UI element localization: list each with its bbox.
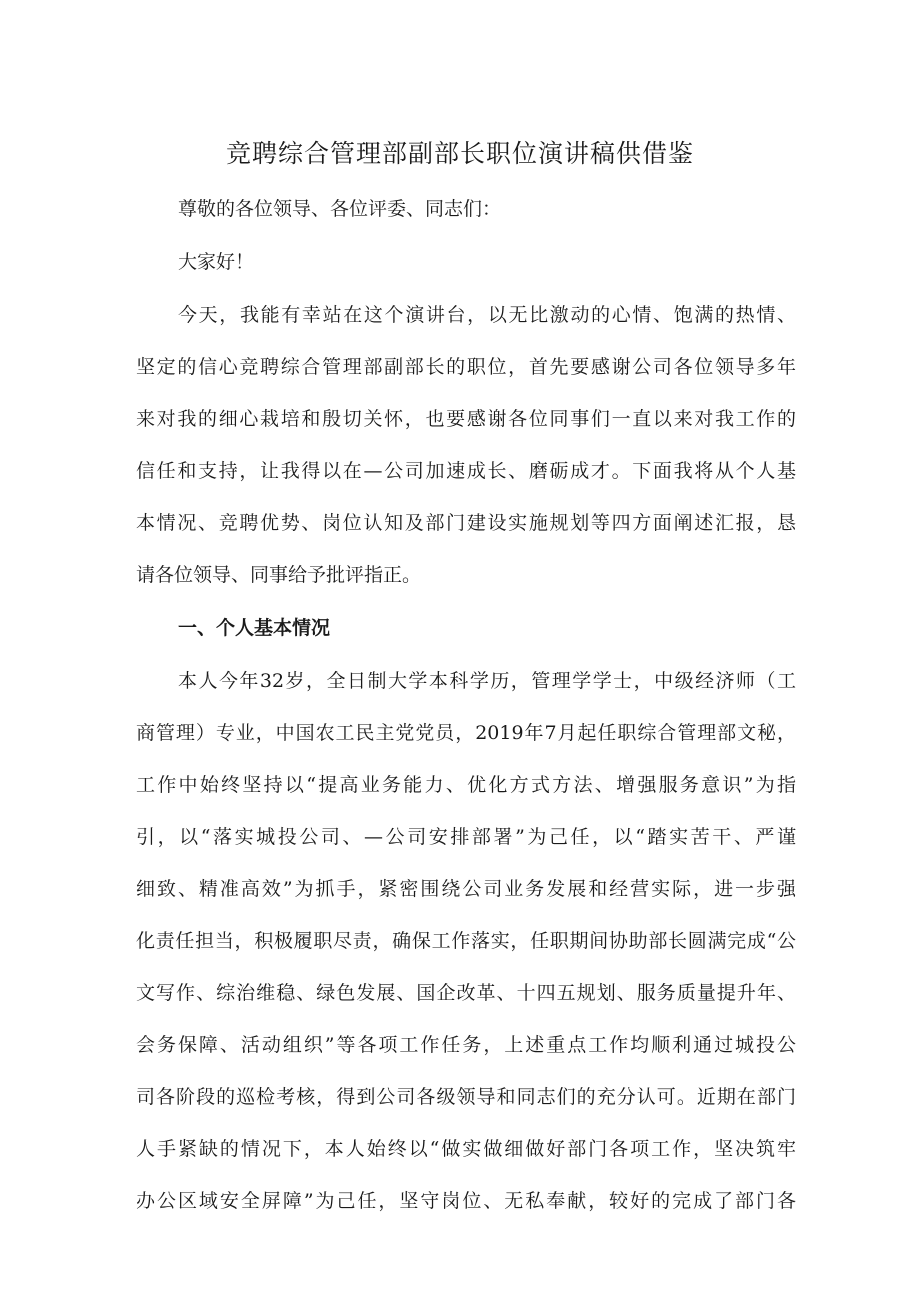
intro-line: 信任和支持，让我得以在—公司加速成长、磨砺成才。下面我将从个人基: [136, 460, 796, 482]
section-heading: 一、个人基本情况: [178, 617, 331, 639]
section1-line: 会务保障、活动组织”等各项工作任务，上述重点工作均顺利通过城投公: [136, 1034, 796, 1056]
intro-line: 今天，我能有幸站在这个演讲台，以无比激动的心情、饱满的热情、: [178, 304, 796, 326]
section1-line: 细致、精准高效”为抓手，紧密围绕公司业务发展和经营实际，进一步强: [136, 878, 796, 900]
document-title: 竞聘综合管理部副部长职位演讲稿供借鉴: [225, 139, 694, 168]
section1-line: 办公区域安全屏障”为己任，坚守岗位、无私奉献，较好的完成了部门各: [136, 1190, 796, 1212]
section1-line: 工作中始终坚持以“提高业务能力、优化方式方法、增强服务意识”为指: [136, 774, 796, 796]
section1-line: 司各阶段的巡检考核，得到公司各级领导和同志们的充分认可。近期在部门: [136, 1086, 796, 1108]
section1-line: 人手紧缺的情况下，本人始终以“做实做细做好部门各项工作，坚决筑牢: [136, 1138, 796, 1160]
hello: 大家好！: [178, 251, 255, 273]
intro-line: 坚定的信心竞聘综合管理部副部长的职位，首先要感谢公司各位领导多年: [136, 356, 796, 378]
intro-line: 请各位领导、同事给予批评指正。: [136, 564, 422, 586]
greeting: 尊敬的各位领导、各位评委、同志们：: [178, 198, 502, 220]
section1-line: 引，以“落实城投公司、—公司安排部署”为己任，以“踏实苦干、严谨: [136, 826, 796, 848]
section1-line: 商管理）专业，中国农工民主党党员，2019年7月起任职综合管理部文秘，: [136, 722, 796, 744]
section1-line: 化责任担当，积极履职尽责，确保工作落实，任职期间协助部长圆满完成“公: [136, 930, 796, 952]
section1-line: 文写作、综治维稳、绿色发展、国企改革、十四五规划、服务质量提升年、: [136, 982, 796, 1004]
intro-line: 本情况、竞聘优势、岗位认知及部门建设实施规划等四方面阐述汇报，恳: [136, 512, 796, 534]
section1-line: 本人今年32岁，全日制大学本科学历，管理学学士，中级经济师（工: [178, 670, 796, 692]
intro-line: 来对我的细心栽培和殷切关怀，也要感谢各位同事们一直以来对我工作的: [136, 408, 796, 430]
